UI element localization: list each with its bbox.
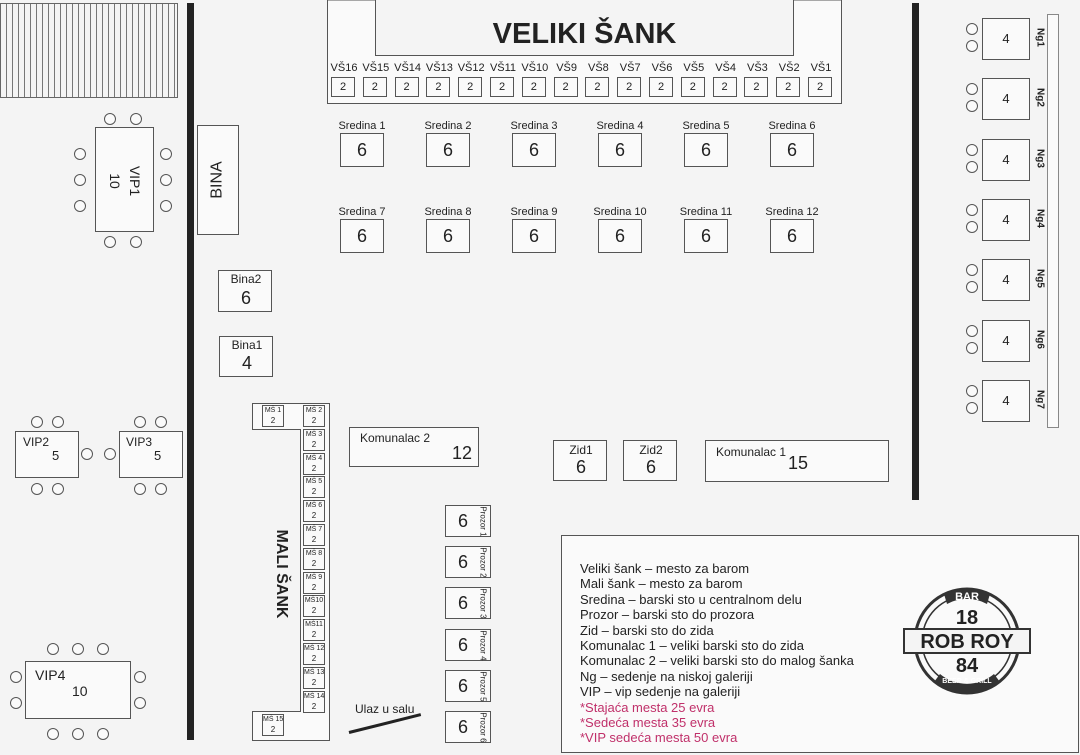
ms-seat-capacity: 2 — [311, 511, 317, 521]
zid2-label: Zid2 — [639, 443, 663, 457]
vs-seat-label: VŠ12 — [457, 62, 485, 74]
ms-seat[interactable] — [303, 476, 325, 498]
ms-seat[interactable] — [303, 524, 325, 546]
ng-table[interactable] — [982, 199, 1030, 241]
ms-seat-capacity: 2 — [311, 535, 317, 544]
ms-seat-capacity: 2 — [311, 606, 317, 616]
sredina-label: Sredina 4 — [596, 120, 644, 132]
vip2-table[interactable] — [15, 431, 79, 478]
prozor-capacity: 6 — [458, 675, 469, 696]
sredina-label: Sredina 8 — [424, 206, 472, 218]
sredina-capacity: 6 — [614, 226, 625, 246]
bina1-label: Bina1 — [231, 338, 263, 352]
ng-capacity: 4 — [1002, 151, 1010, 167]
vs-seat-capacity: 2 — [467, 81, 474, 93]
sredina-label: Sredina 2 — [424, 120, 472, 132]
ng-chair — [966, 264, 978, 276]
ng-label: Ng4 — [1034, 208, 1046, 228]
ng-label: Ng3 — [1034, 148, 1046, 168]
vip3-table[interactable] — [119, 431, 183, 478]
sredina-label: Sredina 12 — [765, 206, 819, 218]
vs-seat-capacity: 2 — [339, 81, 347, 93]
vs-seat-capacity: 2 — [626, 81, 633, 93]
sredina-table[interactable] — [426, 133, 470, 167]
zid1-capacity: 6 — [575, 457, 586, 477]
sredina-capacity: 6 — [442, 226, 453, 246]
stairs — [0, 3, 178, 98]
sredina-capacity: 6 — [356, 226, 367, 246]
rob-roy-logo — [902, 586, 1032, 696]
vs-seat-capacity: 2 — [594, 81, 601, 93]
ng-chair — [966, 144, 978, 156]
entrance-label: Ulaz u salu — [355, 702, 415, 716]
ng-capacity: 4 — [1002, 91, 1010, 107]
bina2-capacity: 6 — [240, 288, 251, 308]
prozor-label: Prozor 1 — [478, 506, 488, 537]
komunalac1-table[interactable] — [705, 440, 889, 482]
vs-seat-label: VŠ2 — [778, 62, 800, 74]
bina2-label: Bina2 — [230, 272, 262, 286]
sredina-capacity: 6 — [356, 140, 367, 160]
sredina-capacity: 6 — [528, 140, 539, 160]
prozor-capacity: 6 — [458, 511, 469, 531]
vs-seat-label: VŠ14 — [394, 62, 422, 74]
ms-seat-label: MŠ 14 — [304, 692, 325, 700]
prozor-table[interactable] — [445, 711, 491, 743]
prozor-table[interactable] — [445, 629, 491, 661]
sredina-table[interactable] — [598, 219, 642, 253]
sredina-label: Sredina 9 — [510, 206, 558, 218]
vs-seat-capacity: 2 — [498, 81, 506, 93]
legend-panel — [561, 535, 1079, 753]
ng-label: Ng1 — [1034, 28, 1046, 47]
ng-chair — [966, 204, 978, 216]
sredina-capacity: 6 — [614, 140, 625, 160]
sredina-table[interactable] — [770, 133, 814, 167]
ng-table[interactable] — [982, 78, 1030, 120]
price-seated: *Sedeća mesta 35 evra — [580, 715, 716, 731]
ng-chair — [966, 402, 978, 414]
logo-name: ROB ROY — [920, 631, 1014, 653]
vs-seat[interactable] — [458, 77, 482, 97]
vs-seat-capacity: 2 — [530, 81, 537, 93]
sredina-capacity: 6 — [442, 140, 453, 160]
vs-seat[interactable] — [744, 77, 768, 97]
ms-seat-label: MŠ 2 — [305, 407, 323, 414]
ms-seat-capacity: 2 — [270, 416, 276, 425]
komunalac1-label: Komunalac 1 — [716, 445, 787, 459]
vs-seat-label: VŠ9 — [556, 62, 577, 74]
logo-number-right: 84 — [955, 655, 979, 677]
vs-seat-label: VŠ11 — [489, 62, 517, 74]
ng-label: Ng6 — [1034, 329, 1046, 349]
legend-line: Zid – barski sto do zida — [580, 622, 714, 638]
komunalac1-capacity: 15 — [788, 453, 809, 473]
zid2-capacity: 6 — [645, 457, 656, 477]
sredina-label: Sredina 7 — [338, 206, 386, 218]
bina1-capacity: 4 — [241, 353, 252, 373]
ms-seat-label: MŠ 8 — [305, 549, 323, 557]
prozor-capacity: 6 — [458, 593, 469, 614]
bina-label: BINA — [209, 161, 226, 199]
vs-seat-label: VŠ3 — [746, 62, 768, 74]
ms-seat-label: MŠ 15 — [263, 716, 284, 723]
legend-line: Komunalac 1 – veliki barski sto do zida — [580, 638, 805, 654]
ng-table[interactable] — [982, 18, 1030, 60]
zid2-table[interactable] — [623, 440, 677, 481]
ms-seat[interactable] — [303, 500, 325, 522]
vs-seat-capacity: 2 — [816, 81, 824, 93]
ms-seat-label: MŠ 6 — [305, 502, 323, 510]
logo-tagline: BEER & GRILL — [942, 678, 992, 685]
ng-table[interactable] — [982, 259, 1030, 301]
vs-seat[interactable] — [681, 77, 705, 97]
vs-seat[interactable] — [776, 77, 800, 97]
right-wall — [912, 3, 919, 500]
ms-seat-capacity: 2 — [270, 725, 276, 734]
ms-seat[interactable] — [303, 691, 325, 713]
vs-seat-capacity: 2 — [721, 81, 728, 93]
vs-seat-label: VŠ13 — [425, 62, 453, 74]
prozor-label: Prozor 5 — [478, 671, 488, 702]
prozor-label: Prozor 6 — [478, 712, 488, 743]
prozor-table[interactable] — [445, 670, 491, 702]
vs-seat-label: VŠ16 — [330, 62, 358, 74]
vs-seat-label: VŠ5 — [683, 62, 705, 74]
ng-label: Ng5 — [1034, 269, 1046, 289]
sredina-table[interactable] — [426, 219, 470, 253]
ng-table[interactable] — [982, 380, 1030, 422]
ng-table[interactable] — [982, 320, 1030, 362]
ms-seat-label: MŠ 13 — [304, 668, 325, 676]
sredina-label: Sredina 3 — [510, 120, 558, 132]
price-standing: *Stajaća mesta 25 evra — [580, 699, 715, 715]
prozor-table[interactable] — [445, 505, 491, 537]
legend-line: Ng – sedenje na niskoj galeriji — [580, 668, 753, 684]
prozor-label: Prozor 4 — [478, 629, 488, 661]
ms-seat-label: MŠ 9 — [305, 573, 323, 581]
sredina-table[interactable] — [598, 133, 642, 167]
sredina-label: Sredina 10 — [593, 206, 647, 218]
ms-seat-label: MŠ 5 — [305, 478, 323, 486]
ng-chair — [966, 221, 978, 233]
ng-chair — [966, 83, 978, 95]
legend-line: Mali šank – mesto za barom — [580, 576, 743, 592]
bina2-table[interactable] — [218, 270, 272, 312]
ng-label: Ng2 — [1034, 88, 1046, 108]
prozor-table[interactable] — [445, 587, 491, 619]
ms-seat-label: MŠ10 — [304, 597, 324, 605]
komunalac2-table[interactable] — [349, 427, 479, 467]
ng-table[interactable] — [982, 139, 1030, 181]
ms-seat-label: MŠ 4 — [305, 454, 323, 462]
vs-seat-label: VŠ1 — [810, 62, 832, 74]
veliki-sank-title: VELIKI ŠANK — [492, 18, 677, 50]
ms-seat-capacity: 2 — [311, 558, 317, 568]
ng-chair — [966, 325, 978, 337]
vs-seat[interactable] — [522, 77, 546, 97]
vs-seat-capacity: 2 — [435, 81, 442, 93]
vs-seat[interactable] — [585, 77, 609, 97]
ms-seat-capacity: 2 — [311, 701, 317, 711]
bina1-table[interactable] — [219, 336, 273, 377]
ms-seat[interactable] — [303, 619, 325, 641]
prozor-capacity: 6 — [458, 717, 469, 737]
legend-line: Komunalac 2 – veliki barski sto do malog šanka — [580, 653, 854, 669]
vs-seat-label: VŠ8 — [587, 62, 609, 74]
ng-chair — [966, 40, 978, 52]
sredina-table[interactable] — [512, 219, 556, 253]
vs-seat-capacity: 2 — [371, 81, 378, 93]
sredina-capacity: 6 — [528, 226, 539, 246]
zid1-label: Zid1 — [569, 443, 593, 457]
ms-seat[interactable] — [303, 572, 325, 594]
ms-seat-capacity: 2 — [311, 463, 317, 473]
ng-chair — [966, 161, 978, 173]
ms-seat-capacity: 2 — [311, 654, 317, 663]
legend-lines — [580, 561, 854, 746]
vs-seat[interactable] — [713, 77, 737, 97]
prozor-label: Prozor 2 — [478, 547, 488, 578]
prozor-label: Prozor 3 — [478, 588, 488, 619]
legend-line: Veliki šank – mesto za barom — [580, 561, 750, 576]
ng-capacity: 4 — [1002, 392, 1010, 408]
vs-seat[interactable] — [617, 77, 641, 97]
legend-line: Sredina – barski sto u centralnom delu — [580, 591, 802, 607]
vip1-label: VIP1 — [127, 165, 144, 196]
vip1-capacity: 10 — [107, 172, 124, 189]
prozor-table[interactable] — [445, 546, 491, 578]
legend-line: VIP – vip sedenje na galeriji — [580, 684, 741, 700]
vip4-table[interactable] — [25, 661, 131, 719]
vs-seat[interactable] — [649, 77, 673, 97]
vs-seat-label: VŠ7 — [619, 62, 641, 74]
zid1-table[interactable] — [553, 440, 607, 481]
ms-seat[interactable] — [303, 548, 325, 570]
sredina-capacity: 6 — [786, 226, 797, 246]
vs-seat-capacity: 2 — [562, 81, 569, 93]
vs-seat-label: VŠ6 — [651, 62, 673, 74]
ng-capacity: 4 — [1002, 272, 1010, 288]
sredina-table[interactable] — [684, 133, 728, 167]
ms-seat-capacity: 2 — [311, 677, 317, 687]
ng-chair — [966, 342, 978, 354]
vip4-capacity: 10 — [72, 683, 88, 699]
vip3-label: VIP3 — [126, 435, 153, 449]
ng-chair — [966, 100, 978, 112]
vip1-table[interactable] — [95, 127, 154, 232]
vs-seat-label: VŠ10 — [521, 62, 549, 74]
legend-line: Prozor – barski sto do prozora — [580, 607, 755, 623]
komunalac2-capacity: 12 — [451, 443, 472, 463]
vs-seat[interactable] — [490, 77, 514, 97]
ng-gallery-rail — [1047, 14, 1059, 428]
sredina-capacity: 6 — [700, 140, 711, 160]
sredina-table[interactable] — [770, 219, 814, 253]
ms-seat-label: MŠ 1 — [264, 407, 282, 414]
bina-stage[interactable] — [197, 125, 239, 235]
ng-chair — [966, 281, 978, 293]
ms-seat-label: MŠ 3 — [305, 430, 323, 438]
ng-capacity: 4 — [1002, 211, 1010, 227]
ms-seat-capacity: 2 — [311, 439, 317, 449]
ms-seat[interactable] — [303, 453, 325, 475]
vs-seat[interactable] — [554, 77, 578, 97]
ms-seat[interactable] — [303, 643, 325, 665]
prozor-capacity: 6 — [458, 552, 469, 573]
sredina-capacity: 6 — [700, 226, 711, 246]
ms-seat-label: MŠ 7 — [305, 526, 323, 533]
ms-seat[interactable] — [303, 429, 325, 451]
vs-seat-capacity: 2 — [753, 81, 760, 93]
vs-seat[interactable] — [363, 77, 387, 97]
vs-seat-capacity: 2 — [785, 81, 792, 93]
vs-seat-label: VŠ15 — [362, 62, 390, 74]
ms-seat[interactable] — [262, 714, 284, 736]
ms-seat[interactable] — [262, 405, 284, 427]
ng-chair — [966, 385, 978, 397]
price-vip: *VIP sedeća mesta 50 evra — [580, 730, 738, 746]
entrance-door — [349, 713, 422, 734]
ms-seat[interactable] — [303, 595, 325, 617]
sredina-label: Sredina 11 — [679, 206, 733, 218]
ms-seat-label: MŠ11 — [305, 621, 323, 629]
sredina-table[interactable] — [512, 133, 556, 167]
logo-bar-text: BAR — [955, 591, 979, 603]
sredina-label: Sredina 6 — [768, 120, 816, 132]
vs-seat[interactable] — [426, 77, 450, 97]
vs-seat-capacity: 2 — [403, 81, 410, 93]
ms-seat[interactable] — [303, 405, 325, 427]
sredina-table[interactable] — [340, 219, 384, 253]
mali-sank-title: MALI ŠANK — [273, 529, 290, 619]
sredina-label: Sredina 1 — [338, 120, 386, 132]
ng-label: Ng7 — [1034, 389, 1046, 409]
ng-capacity: 4 — [1002, 31, 1010, 46]
ms-seat[interactable] — [303, 667, 325, 689]
ng-capacity: 4 — [1002, 332, 1010, 348]
ms-seat-capacity: 2 — [311, 416, 317, 425]
vip2-label: VIP2 — [23, 435, 50, 449]
prozor-capacity: 6 — [458, 634, 469, 655]
sredina-table[interactable] — [684, 219, 728, 253]
sredina-table[interactable] — [340, 133, 384, 167]
sredina-capacity: 6 — [786, 140, 797, 160]
ms-seat-capacity: 2 — [311, 582, 317, 592]
vs-seat-capacity: 2 — [657, 81, 665, 93]
vip2-capacity: 5 — [52, 448, 60, 463]
komunalac2-label: Komunalac 2 — [360, 431, 431, 445]
vs-seat-capacity: 2 — [689, 81, 696, 93]
vs-seat[interactable] — [395, 77, 419, 97]
ms-seat-label: MŠ 12 — [304, 645, 325, 652]
vs-seat[interactable] — [808, 77, 832, 97]
ng-chair — [966, 23, 978, 35]
sredina-label: Sredina 5 — [682, 120, 730, 132]
logo-number-left: 18 — [955, 607, 979, 629]
ms-seat-capacity: 2 — [311, 630, 317, 640]
vip4-label: VIP4 — [35, 667, 66, 683]
vs-seat[interactable] — [331, 77, 355, 97]
vip3-capacity: 5 — [154, 448, 162, 463]
vs-seat-label: VŠ4 — [715, 62, 736, 74]
ms-seat-capacity: 2 — [311, 487, 317, 497]
left-wall — [187, 3, 194, 740]
